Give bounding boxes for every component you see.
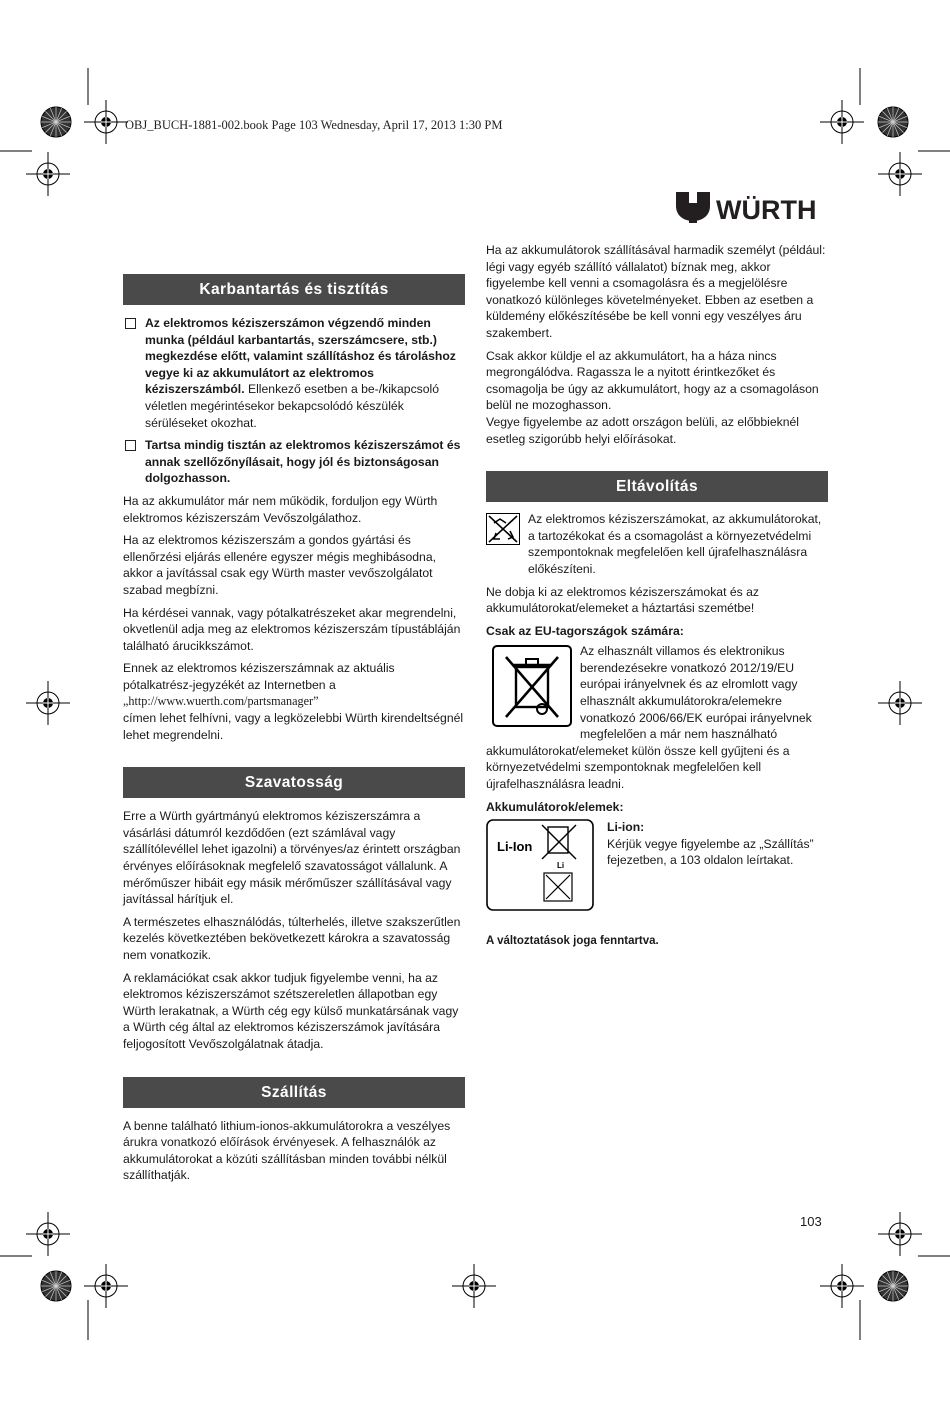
paragraph: A természetes elhasználódás, túlterhelés, illetve szakszerűtlen kezelés következtében bekövetkezett károkra a szavatosság nem vonatkozik. <box>123 914 461 962</box>
brand-name: WÜRTH <box>716 195 817 225</box>
paragraph: A reklamációkat csak akkor tudjuk figyelembe venni, ha az elektromos kéziszerszámot szétszereletlen állapotban egy Würth lerakatnak, a Würth cég egy külső munkatársának vagy a Würth cég által az elektromos kéziszerszámok javítására feljogosított Vevőszolgálatnak átadja. <box>123 970 459 1051</box>
paragraph-parts-url <box>123 660 465 743</box>
paragraph: Ha az elektromos kéziszerszám a gondos gyártási és ellenőrzési eljárás ellenére egyszer mégis meghibásodna, akkor a javítással csak egy Würth master vevőszolgálatot szabad megbízni. <box>123 533 436 597</box>
right-column <box>486 242 828 950</box>
battery-heading: Akkumulátorok/elemek: <box>486 799 624 814</box>
parts-url: „http://www.wuerth.com/partsmanager” <box>123 694 319 709</box>
checkbox-bullet-icon <box>125 440 136 451</box>
paragraph: Ha kérdései vannak, vagy pótalkatrészeket akar megrendelni, okvetlenül adja meg az elektromos kéziszerszám típustábláján található árucikkszámot. <box>123 605 461 653</box>
paragraph: A benne található lithium-ionos-akkumulátorokra a veszélyes árukra vonatkozó előírások érvényesek. A felhasználók az akkumulátorokat a közúti szállításban minden további nélkül szállíthatják. <box>123 1118 451 1183</box>
wurth-logo-icon <box>674 190 834 226</box>
eu-block <box>486 643 828 792</box>
disposal-text: Az elektromos kéziszerszámokat, az akkumulátorokat, a tartozékokat és a csomagolást a környezetvédelmi szempontoknak megfelelően kell újrafelhasználásra előkészíteni. <box>528 512 822 576</box>
paragraph: Csak akkor küldje el az akkumulátort, ha a háza nincs megrongálódva. Ragassza le a nyitott érintkezőket és csomagolja be úgy az akkumulátort, hogy az a csomagoláson belül ne mozoghasson. <box>486 348 819 413</box>
liion-battery-icon <box>486 819 594 911</box>
li-small-label: Li <box>557 861 565 871</box>
checkbox-bullet-icon <box>125 318 136 329</box>
paragraph: Ha az akkumulátor már nem működik, forduljon egy Würth elektromos kéziszerszám Vevőszolgálathoz. <box>123 493 438 525</box>
paragraph: Ne dobja ki az elektromos kéziszerszámokat és az akkumulátorokat/elemeket a háztartási szemétbe! <box>486 584 759 616</box>
liion-info <box>607 819 829 869</box>
book-info-line: OBJ_BUCH-1881-002.book Page 103 Wednesday, April 17, 2013 1:30 PM <box>125 118 503 132</box>
bullet-maintenance-1 <box>123 315 465 431</box>
parts-text: Ennek az elektromos kéziszerszámnak az aktuális pótalkatrész-jegyzékét az Internetben a <box>123 661 395 692</box>
disposal-intro <box>486 511 828 577</box>
battery-block <box>486 819 828 915</box>
section-title-maintenance: Karbantartás és tisztítás <box>123 274 465 305</box>
liion-heading: Li-ion: <box>607 820 645 835</box>
crossed-bin-icon <box>492 645 572 727</box>
page-number: 103 <box>800 1214 822 1229</box>
rights-reserved: A változtatások joga fenntartva. <box>486 935 659 948</box>
liion-text: Kérjük vegye figyelembe az „Szállítás” fejezetben, a 103 oldalon leírtakat. <box>607 836 814 868</box>
left-column <box>123 274 465 1190</box>
parts-text-end: címen lehet felhívni, vagy a legközelebbi Würth kirendeltségnél lehet megrendelni. <box>123 711 464 742</box>
bullet-1-text: Ellenkező esetben a be-/kikapcsoló véletlen megérintésekor bekapcsolódó készülék sérüléseket okozhat. <box>145 382 440 430</box>
liion-label: Li-Ion <box>497 839 533 855</box>
recycle-no-dump-icon <box>486 513 520 545</box>
paragraph: Erre a Würth gyártmányú elektromos kéziszerszámra a vásárlási dátumról kezdődően (ezt számlával vagy szállítólevéllel lehet igazolni) a törvényes/az érintett országban érvényes előírásoknak megfelelő szavatosságot vállalunk. A mérőműszer hibáit egy másik mérőműszer szállításával vagy javítással hárítjuk el. <box>123 809 461 907</box>
section-title-warranty: Szavatosság <box>123 767 465 798</box>
eu-text: Az elhasznált villamos és elektronikus berendezésekre vonatkozó 2012/19/EU európai irányelvnek és az elromlott vagy elhasznált akkumulátorokra/elemekre vonatkozó 2006/66/EK európai irányelvnek megfelelően a már nem használható akkumulátorokat/elemeket külön össze kell gyűjteni és a környezetvédelmi szempontoknak megfelelően kell újrafelhasználásra leadni. <box>486 644 812 792</box>
section-title-disposal: Eltávolítás <box>486 471 828 502</box>
bullet-maintenance-2 <box>123 437 465 487</box>
paragraph: Vegye figyelembe az adott országon belüli, az előbbieknél esetleg szigorúbb helyi előírásokat. <box>486 414 800 446</box>
paragraph: Ha az akkumulátorok szállításával harmadik személyt (például: légi vagy egyéb szállító vállalatot) bíznak meg, akkor figyelembe kell venni a csomagolásra és a megjelölésre vonatkozó különleges követelményeket. Ebben az esetben a küldemény előkészítésébe be kell vonni egy veszélyes áru szakembert. <box>486 243 826 340</box>
wurth-logo <box>674 190 834 231</box>
bullet-2-bold: Tartsa mindig tisztán az elektromos kéziszerszámot és annak szellőzőnyílásait, hogy jól és biztonságosan dolgozhasson. <box>145 438 461 486</box>
section-title-transport: Szállítás <box>123 1077 465 1108</box>
eu-heading: Csak az EU-tagországok számára: <box>486 623 684 638</box>
bullet-1-bold: Az elektromos kéziszerszámon végzendő minden munka (például karbantartás, szerszámcsere, stb.) megkezdése előtt, valamint szállításhoz és tároláshoz vegye ki az akkumulátort az elektromos kéziszerszámból. <box>145 316 456 397</box>
